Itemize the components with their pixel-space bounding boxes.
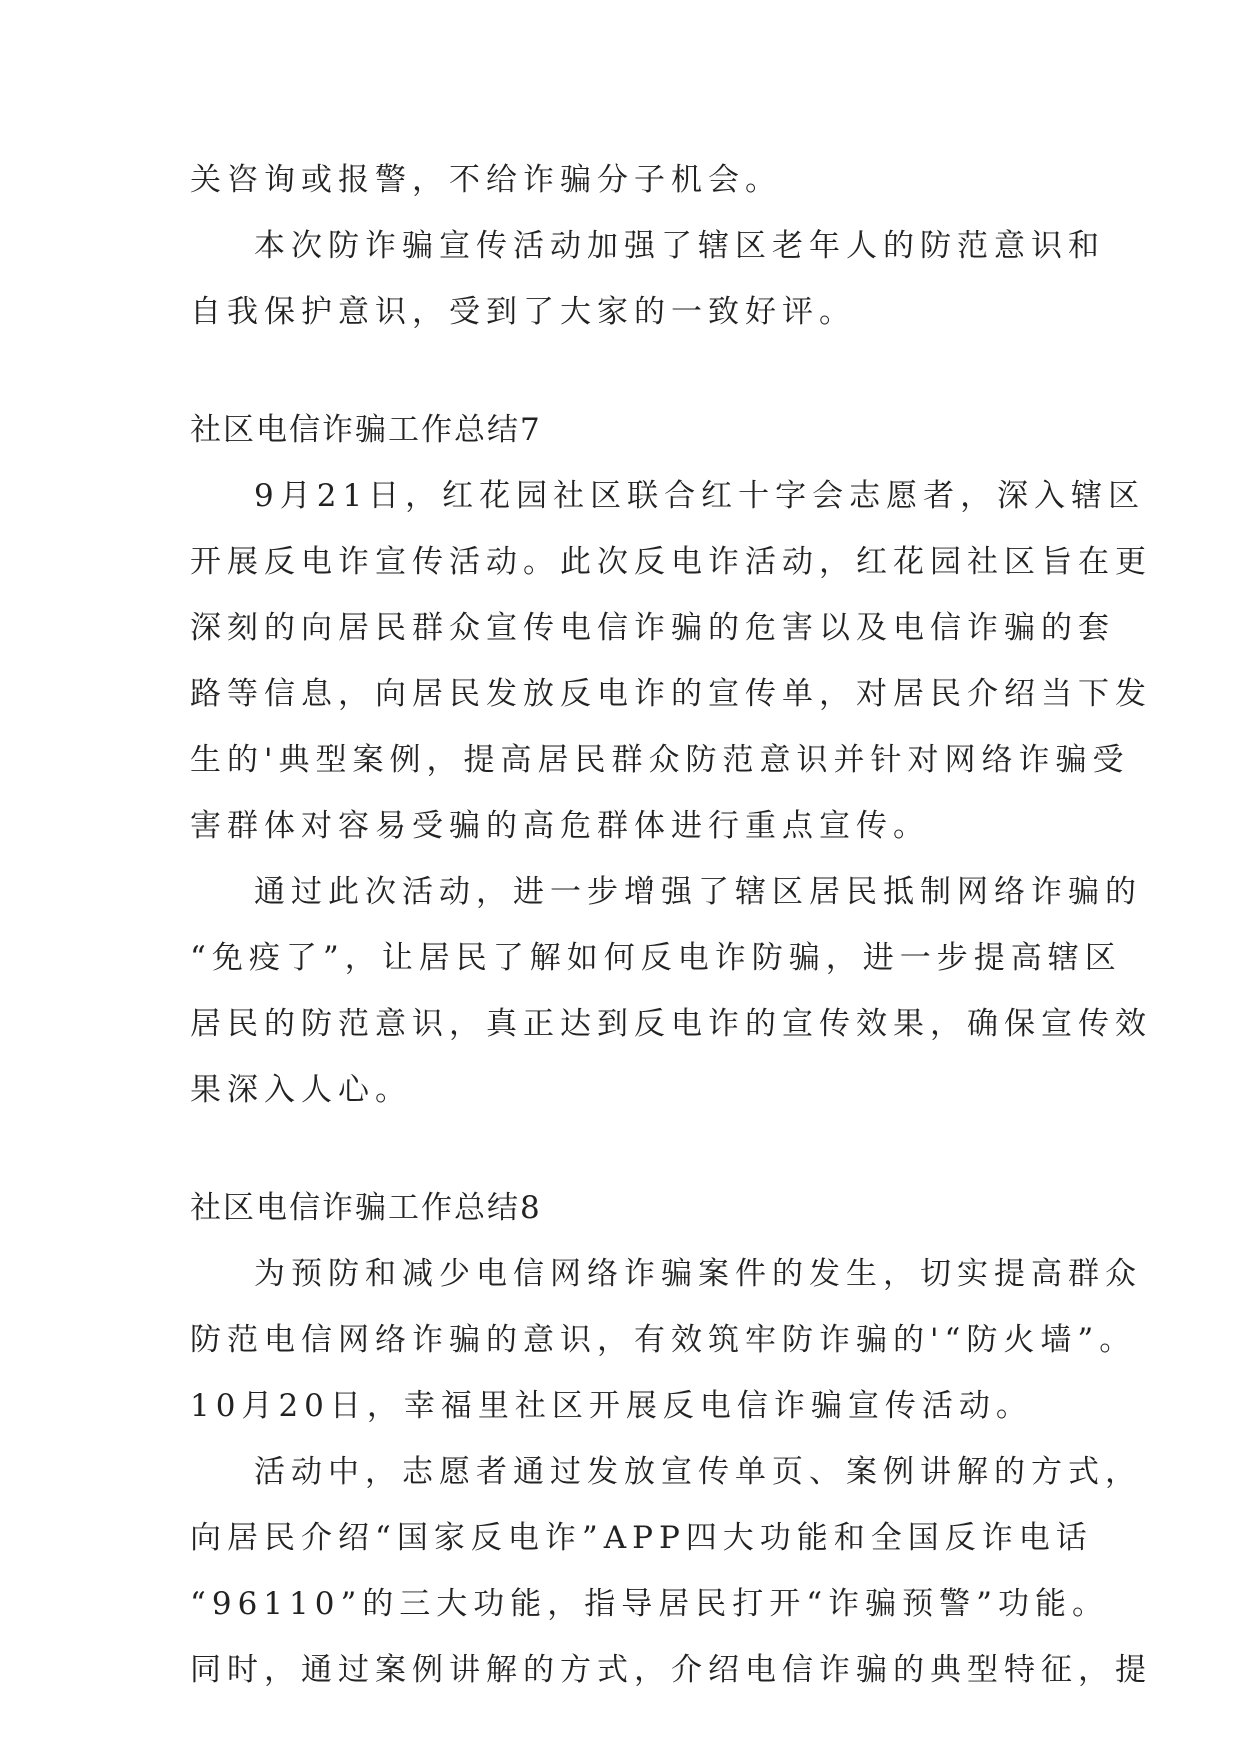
body-text-line: 关咨询或报警，不给诈骗分子机会。 <box>190 162 782 198</box>
body-text-line: “96110”的三大功能，指导居民打开“诈骗预警”功能。 <box>190 1586 1110 1622</box>
body-text-line: 居民的防范意识，真正达到反电诈的宣传效果，确保宣传效 <box>190 1006 1152 1042</box>
body-text-line: 自我保护意识，受到了大家的一致好评。 <box>190 294 856 330</box>
section-heading-7: 社区电信诈骗工作总结7 <box>190 412 542 448</box>
body-text-line: 路等信息，向居民发放反电诈的宣传单，对居民介绍当下发 <box>190 676 1152 712</box>
body-text-line: 向居民介绍“国家反电诈”APP四大功能和全国反诈电话 <box>190 1520 1093 1556</box>
body-text-line: “免疫了”，让居民了解如何反电诈防骗，进一步提高辖区 <box>190 940 1122 976</box>
body-text-line: 10月20日，幸福里社区开展反电信诈骗宣传活动。 <box>190 1388 1033 1424</box>
body-text-line: 生的'典型案例，提高居民群众防范意识并针对网络诈骗受 <box>190 742 1130 778</box>
section-heading-8: 社区电信诈骗工作总结8 <box>190 1190 542 1226</box>
body-text-line: 为预防和减少电信网络诈骗案件的发生，切实提高群众 <box>254 1256 1142 1292</box>
body-text-line: 本次防诈骗宣传活动加强了辖区老年人的防范意识和 <box>254 228 1105 264</box>
body-text-line: 通过此次活动，进一步增强了辖区居民抵制网络诈骗的 <box>254 874 1142 910</box>
body-text-line: 深刻的向居民群众宣传电信诈骗的危害以及电信诈骗的套 <box>190 610 1115 646</box>
body-text-line: 开展反电诈宣传活动。此次反电诈活动，红花园社区旨在更 <box>190 544 1152 580</box>
body-text-line: 9月21日，红花园社区联合红十字会志愿者，深入辖区 <box>254 478 1146 514</box>
body-text-line: 害群体对容易受骗的高危群体进行重点宣传。 <box>190 808 930 844</box>
body-text-line: 防范电信网络诈骗的意识，有效筑牢防诈骗的'“防火墙”。 <box>190 1322 1137 1358</box>
body-text-line: 活动中，志愿者通过发放宣传单页、案例讲解的方式， <box>254 1454 1142 1490</box>
body-text-line: 同时，通过案例讲解的方式，介绍电信诈骗的典型特征，提 <box>190 1652 1152 1688</box>
body-text-line: 果深入人心。 <box>190 1072 412 1108</box>
